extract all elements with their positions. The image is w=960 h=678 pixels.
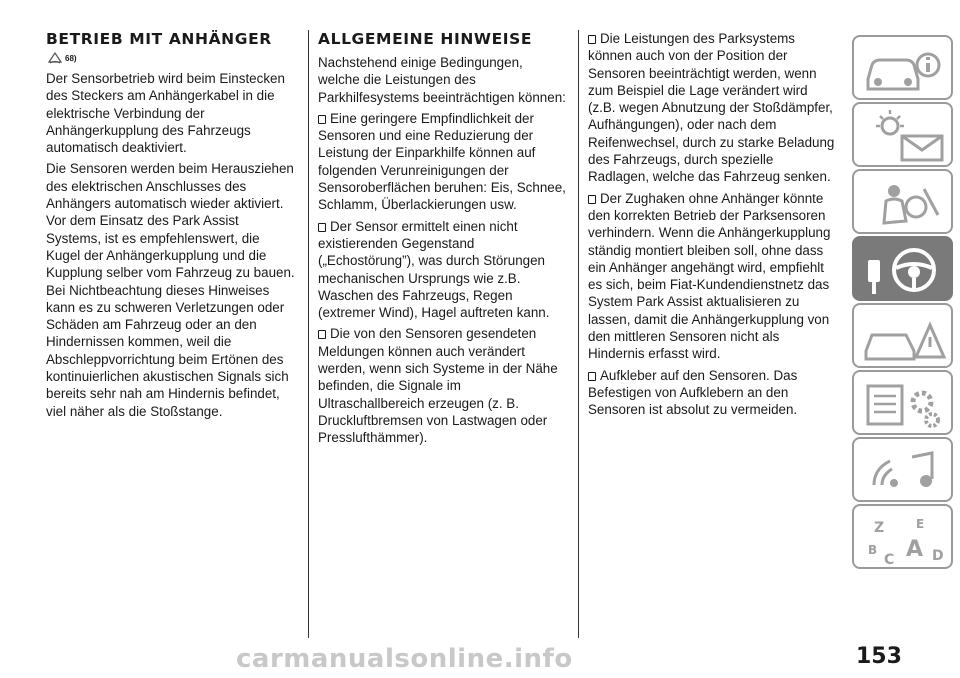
column-general-notes [318,30,568,451]
warning-reference [48,52,296,64]
paragraph: Nachstehend einige Bedingungen, welche die Leistungen des Parkhilfesystems beeinträchtigen können: [318,55,566,105]
paragraph: Die Sensoren werden beim Herausziehen des elektrischen Anschlusses des Anhängers automatisch wieder aktiviert. Vor dem Einsatz des Park Assist Systems, ist es empfehlenswert, die Kugel der Anhängerkupplung und die Kupplung selber vom Fahrzeug zu bauen. Bei Nichtbeachtung dieses Hinweises kann es zu schweren Verletzungen oder Schäden am Fahrzeug oder an den Hindernissen kommen, weil die Abschleppvorrichtung beim Ertönen des kontinuierlichen akustischen Signals sich bereits sehr nah am Hindernis befindet, viel näher als die Stoßstange. [46,161,295,419]
paragraph: Der Sensorbetrieb wird beim Einstecken des Steckers am Anhängerkabel in die elektrische Verbindung der Anhängerkupplung des Fahrzeugs automatisch deaktiviert. [46,71,285,156]
column-continued-notes [588,30,838,423]
tab-safety[interactable] [852,169,953,234]
index-letter: A [906,537,924,562]
index-letter: Z [874,520,885,536]
tab-car-info[interactable] [852,35,953,100]
index-letter: B [868,543,878,557]
tab-starting-driving[interactable] [852,236,953,301]
checkbox-bullet-icon [318,330,326,339]
car-info-icon [854,37,955,102]
warning-lights-icon [854,104,955,169]
tab-warning-lights[interactable] [852,102,953,167]
index-letter: D [932,548,944,564]
watermark: carmanualsonline.info [236,644,573,674]
alphabetical-index-icon [854,506,955,571]
bullet-item: Eine geringere Empfindlichkeit der Sensoren und eine Reduzierung der Leistung der Einparkhilfe können auf folgenden Verunreinigungen der Sensoroberflächen beruhen: Eis, Schnee, Schlamm, Überlackierungen usw. [318,110,566,213]
bullet-item: Die von den Sensoren gesendeten Meldungen können auch verändert werden, wenn sich Systeme in der Nähe befinden, die Signale im Ultraschallbereich erzeugen (z. B. Druckluftbremsen von Lastwagen oder Presslufthämmer). [318,326,558,446]
page-number: 153 [856,644,902,669]
bullet-item: Der Zughaken ohne Anhänger könnte den korrekten Betrieb der Parksensoren verhindern. Wenn die Anhängerkupplung ständig montiert bleiben soll, ohne dass ein Anhänger angehängt wird, empfiehlt es sich, beim Fiat-Kundendienstnetz das System Park Assist aktualisieren zu lassen, damit die Anhängerkupplung von den mittleren Sensoren nicht als Hindernis erfasst wird. [588,190,831,362]
tab-emergency[interactable] [852,303,953,368]
bullet-item: Aufkleber auf den Sensoren. Das Befestigen von Aufklebern an den Sensoren ist absolut zu vermeiden. [588,367,798,418]
index-letter: C [884,552,895,568]
tab-servicing[interactable] [852,370,953,435]
bullet-item: Die Leistungen des Parksystems können auch von der Position der Sensoren beeinträchtigt werden, wenn zum Beispiel die Lage verändert wird (z.B. wegen Abnutzung der Stoßdämpfer, Aufhängungen), oder nach dem Reifenwechsel, durch zu starke Beladung des Fahrzeugs, durch spezielle Radlagen, welche das Fahrzeug senken. [588,31,835,185]
airbag-safety-icon [854,171,955,236]
checkbox-bullet-icon [318,115,326,124]
multimedia-icon [854,439,955,504]
maintenance-icon [854,372,955,437]
checkbox-bullet-icon [588,195,596,204]
index-letter: E [916,517,925,531]
section-heading: ALLGEMEINE HINWEISE [318,30,533,48]
tab-index[interactable] [852,504,953,569]
checkbox-bullet-icon [588,372,596,381]
column-divider [308,30,309,638]
book-warning-icon [48,52,62,64]
reference-number: 68) [65,53,77,63]
key-steering-wheel-icon [854,238,955,303]
checkbox-bullet-icon [588,35,596,44]
section-heading: BETRIEB MIT ANHÄNGER [46,30,272,48]
column-divider [578,30,579,638]
accident-warning-icon [854,305,955,370]
bullet-item: Der Sensor ermittelt einen nicht existierenden Gegenstand („Echostörung”), was durch Störungen mechanischen Ursprungs wie z.B. Waschen des Fahrzeugs, Regen (extremer Wind), Hagel auftreten kann. [318,218,550,321]
column-operation-with-trailer [46,30,296,424]
checkbox-bullet-icon [318,223,326,232]
tab-multimedia[interactable] [852,437,953,502]
